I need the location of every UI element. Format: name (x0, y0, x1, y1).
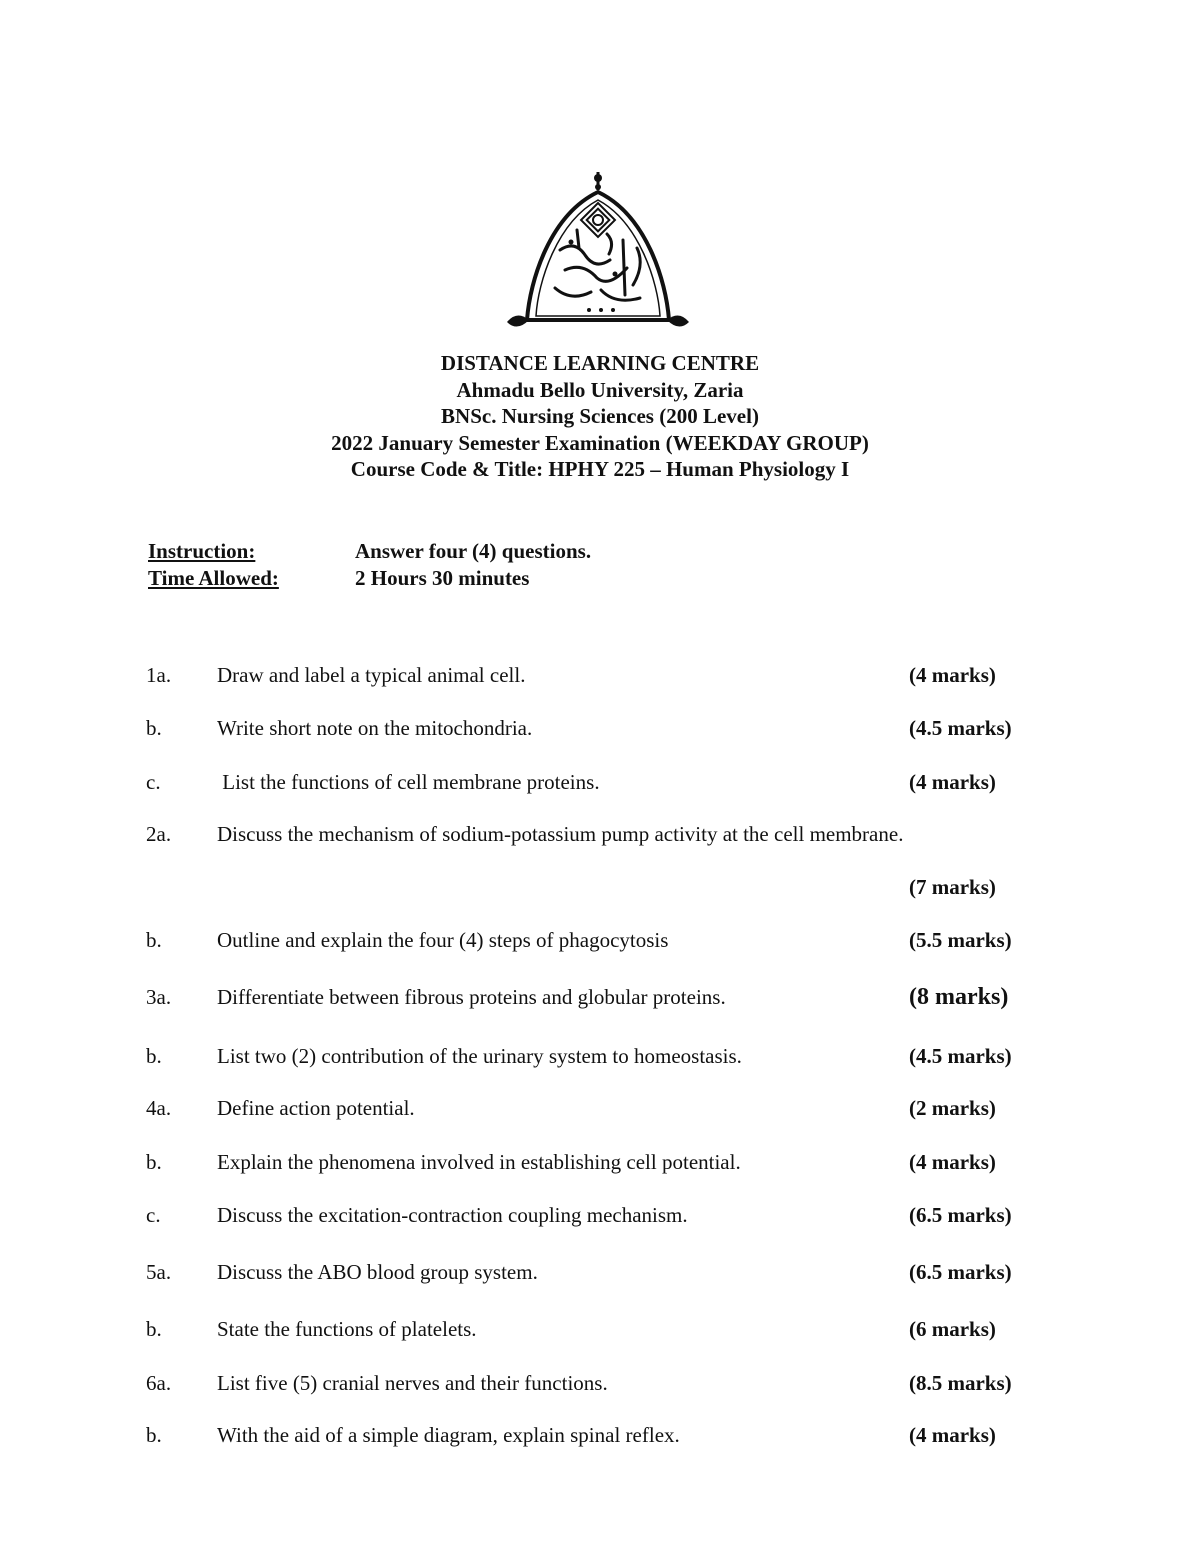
crest-icon (505, 170, 691, 338)
question-number: 2a. (146, 822, 172, 846)
question-marks: (6.5 marks) (909, 1260, 1012, 1284)
question-marks: (4.5 marks) (909, 1044, 1012, 1068)
question-row (0, 1042, 1200, 1070)
question-row (0, 983, 1200, 1011)
question-row (0, 1315, 1200, 1343)
question-row (0, 1369, 1200, 1397)
question-marks: (4 marks) (909, 1150, 996, 1174)
exam-header (0, 350, 1200, 483)
question-row (0, 820, 1200, 848)
question-text: Draw and label a typical animal cell. (217, 663, 526, 687)
question-row (0, 926, 1200, 954)
question-text: Write short note on the mitochondria. (217, 716, 533, 740)
question-row (0, 873, 1200, 901)
instructions-block (148, 538, 591, 592)
question-row (0, 1201, 1200, 1229)
instruction-value: Answer four (4) questions. (355, 539, 592, 563)
instruction-label: Instruction: (148, 539, 256, 563)
question-text: Explain the phenomena involved in establishing cell potential. (217, 1150, 741, 1174)
question-marks: (6.5 marks) (909, 1203, 1012, 1227)
university-crest-logo (505, 170, 691, 338)
question-row (0, 1094, 1200, 1122)
question-number: 6a. (146, 1371, 172, 1395)
question-marks: (5.5 marks) (909, 928, 1012, 952)
question-marks: (4.5 marks) (909, 716, 1012, 740)
question-marks: (6 marks) (909, 1317, 996, 1341)
university-name: Ahmadu Bello University, Zaria (456, 377, 744, 402)
question-number: 4a. (146, 1096, 172, 1120)
question-marks: (4 marks) (909, 1423, 996, 1447)
question-row (0, 768, 1200, 796)
time-allowed-label: Time Allowed: (148, 566, 279, 590)
question-row (0, 661, 1200, 689)
question-number: c. (146, 1203, 161, 1227)
question-number: b. (146, 1317, 162, 1341)
question-text: Discuss the ABO blood group system. (217, 1260, 538, 1284)
question-row (0, 714, 1200, 742)
course-title: Course Code & Title: HPHY 225 – Human Physiology I (350, 457, 850, 481)
question-text: Discuss the mechanism of sodium-potassium pump activity at the cell membrane. (217, 822, 904, 846)
question-text: List two (2) contribution of the urinary system to homeostasis. (217, 1044, 742, 1068)
question-number: c. (146, 770, 161, 794)
question-marks: (4 marks) (909, 770, 996, 794)
question-text: List the functions of cell membrane proteins. (217, 770, 600, 794)
question-marks: (8.5 marks) (909, 1371, 1012, 1395)
time-allowed-value: 2 Hours 30 minutes (355, 566, 530, 590)
question-text: Discuss the excitation-contraction coupling mechanism. (217, 1203, 688, 1227)
question-number: 5a. (146, 1260, 172, 1284)
question-marks: (4 marks) (909, 663, 996, 687)
question-number: b. (146, 1423, 162, 1447)
question-number: b. (146, 1150, 162, 1174)
question-number: 1a. (146, 663, 172, 687)
question-text: Define action potential. (217, 1096, 415, 1120)
question-text: With the aid of a simple diagram, explain spinal reflex. (217, 1423, 680, 1447)
question-number: b. (146, 928, 162, 952)
question-number: b. (146, 716, 162, 740)
question-marks: (7 marks) (909, 875, 996, 899)
question-row (0, 1421, 1200, 1449)
question-number: b. (146, 1044, 162, 1068)
question-row (0, 1258, 1200, 1286)
exam-session: 2022 January Semester Examination (WEEKDAY GROUP) (331, 430, 869, 455)
question-text: List five (5) cranial nerves and their functions. (217, 1371, 608, 1395)
question-marks: (8 marks) (909, 984, 1009, 1010)
question-text: Outline and explain the four (4) steps of phagocytosis (217, 928, 669, 952)
question-text: Differentiate between fibrous proteins and globular proteins. (217, 985, 726, 1009)
question-marks: (2 marks) (909, 1096, 996, 1120)
question-text: State the functions of platelets. (217, 1317, 477, 1341)
centre-name: DISTANCE LEARNING CENTRE (440, 351, 760, 375)
question-number: 3a. (146, 985, 172, 1009)
programme-name: BNSc. Nursing Sciences (200 Level) (441, 404, 759, 428)
question-row (0, 1148, 1200, 1176)
